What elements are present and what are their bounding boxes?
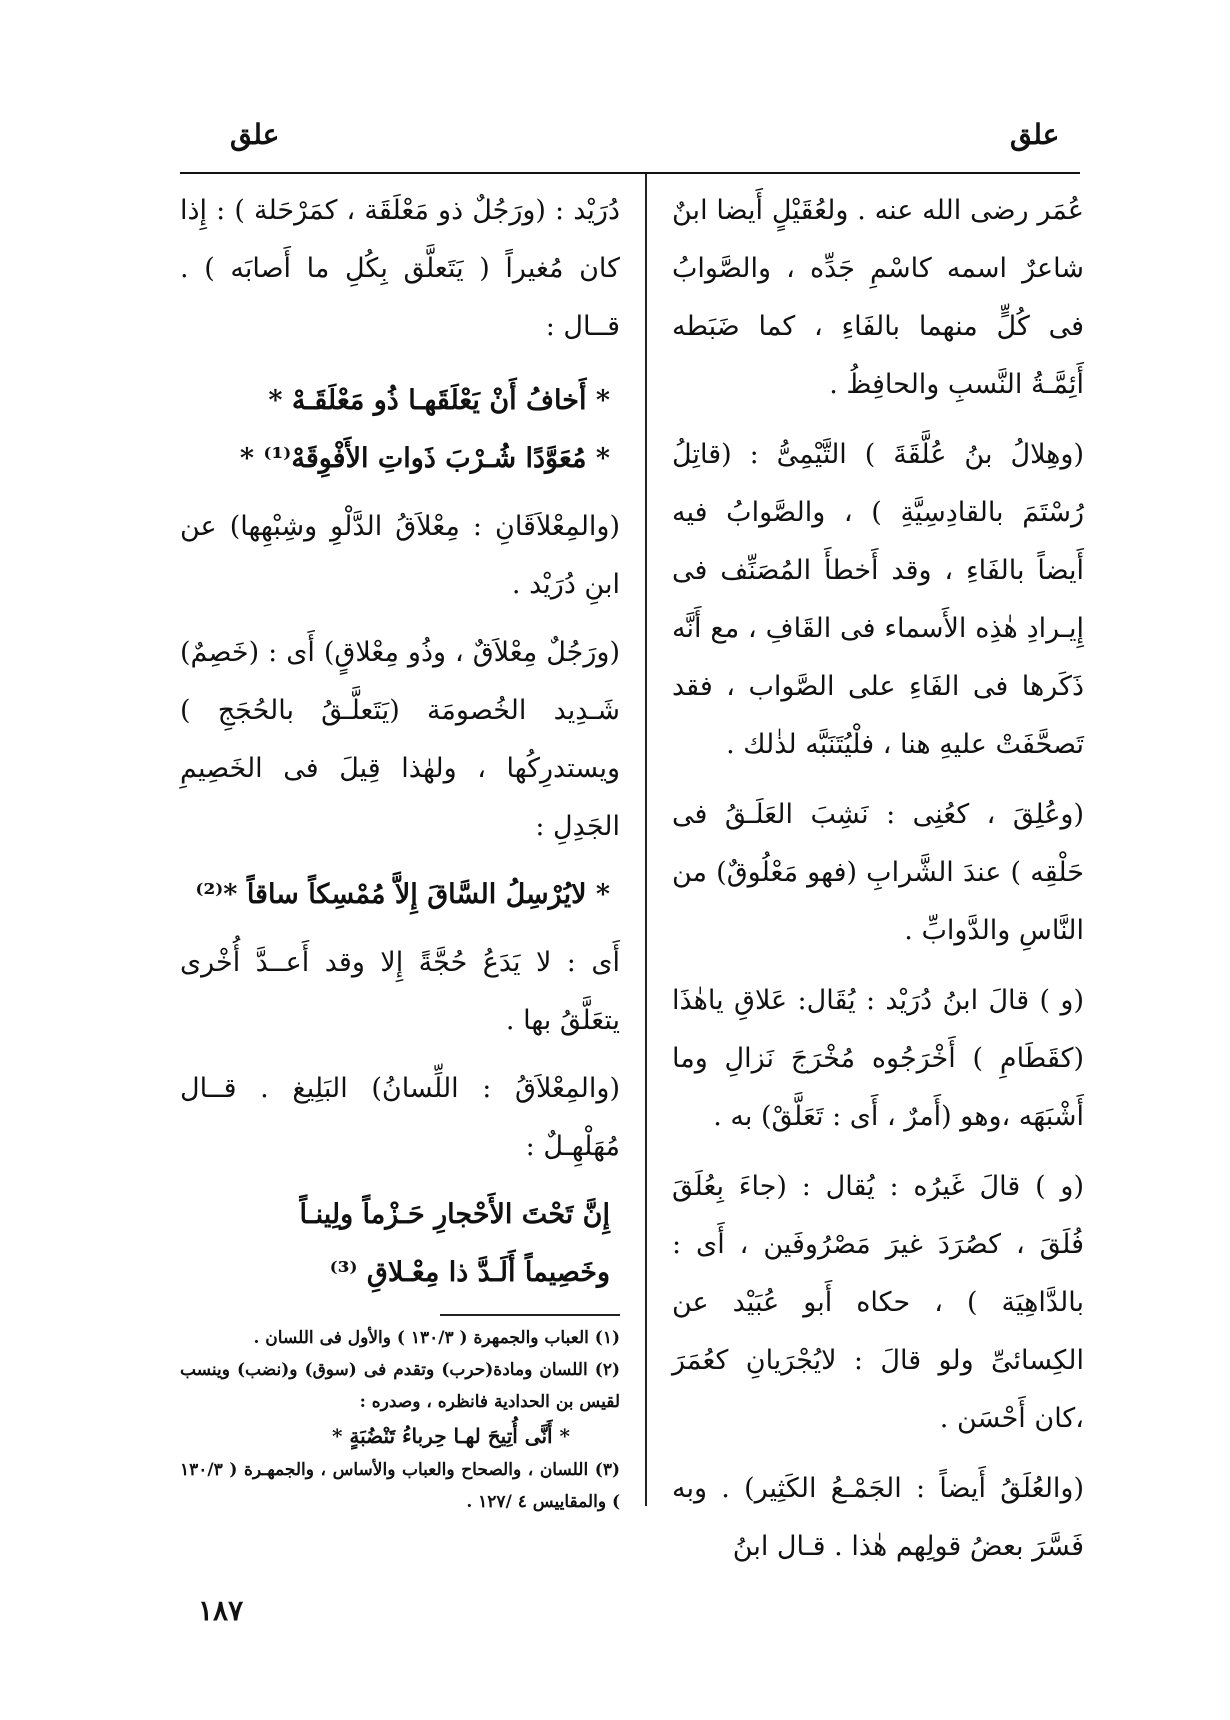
footnote-rule <box>440 1314 620 1316</box>
column-divider <box>645 174 647 1506</box>
entry-paragraph: (و ) قالَ غَيرُه : يُقال : (جاءَ بِعُلَقَ فُلَقَ ، كصُرَدَ غيرَ مَصْرُوفَين ، أَى : بالدَّاهِيَة ) ، حكاه أَبو عُبَيْد عن الكِسائىِّ ولو قالَ : لايُجْرَيانِ كعُمَرَ ،كان أَحْسَن . <box>672 1171 1084 1434</box>
footnote-verse: * أَنَّى أُتِيحَ لهـا حِرباءُ تَنْضُبَةٍ * <box>332 1423 570 1448</box>
verse-line: * مُعَوَّدًا شُـرْبَ ذَواتِ الأَفْوِقَهْ⁽¹⁾ * <box>239 443 610 474</box>
running-head-right: علق <box>1010 118 1060 151</box>
header-rule <box>180 172 1080 174</box>
verse-line: وخَصِيماً أَلَـدَّ ذا مِعْـلاقِ ⁽³⁾ <box>329 1257 610 1288</box>
footnote: (٢) اللسان ومادة(حرب) وتقدم فى (سوق) و(نضب) وينسب لقيس بن الحدادية فانظره ، وصدره : <box>180 1359 620 1412</box>
verse-line: * لايُرْسِلُ السَّاقَ إِلاَّ مُمْسِكاً ساقاً *⁽²⁾ <box>195 879 610 910</box>
entry-paragraph: (وهِلالُ بنُ عُلَّقَةَ ) التَّيْمِىُّ : (قاتِلُ رُسْتَمَ بالقادِسِيَّةِ ) ، والصَّوابُ فيه أَيضاً بالفَاءِ ، وقد أَخطأَ المُصَنِّف فى إِيـرادِ هٰذِه الأَسماء فى القَافِ ، مع أَنَّه ذَكَرها فى الفَاءِ على الصَّواب ، فقد تَصحَّفَتْ عليهِ هنا ، فلْيُتَنَبَّه لذٰلك . <box>672 439 1084 760</box>
entry-paragraph: (والعُلَقُ أَيضاً : الجَمْـعُ الكَثِير) . وبه فَسَّرَ بعضُ قولِهم هٰذا . قـال ابنُ <box>672 1473 1084 1562</box>
running-head-left: علق <box>230 118 280 151</box>
entry-paragraph: دُرَيْد : (ورَجُلٌ ذو مَعْلَقَة ، كمَرْحَلة ) : إِذا كان مُغيراً ( يَتَعلَّق بِكُلِ ما أَصابَه ) . قــال : <box>180 195 620 342</box>
verse-line: إِنَّ تَحْتَ الأَحْجارِ حَـزْماً ولِينـاً <box>299 1199 610 1230</box>
entry-paragraph: (ورَجُلٌ مِعْلاَقٌ ، وذُو مِعْلاقٍ) أَى : (خَصِمٌ) شَـدِيد الخُصومَة (يَتَعلَّـقُ بالحُجَجِ ) ويستدرِكُها ، ولهٰذا قِيلَ فى الخَصِيمِ الجَدِلِ : <box>180 637 620 842</box>
entry-paragraph: (و ) قالَ ابنُ دُرَيْد : يُقَال: عَلاقِ ياهٰذَا (كقَطَامِ ) أَخْرَجُوه مُخْرَجَ نَزالِ وما أَشْبَهَه ،وهو (أَمرٌ ، أَى : تَعَلَّقْ) به . <box>672 985 1084 1132</box>
footnote: (٣) اللسان ، والصحاح والعباب والأساس ، والجمهـرة ( ١٣٠/٣ ) والمقاييس ٤ /١٢٧ . <box>180 1459 620 1512</box>
verse-line: * أَخافُ أَنْ يَعْلَقَهـا ذُو مَعْلَقَـهْ * <box>268 385 610 416</box>
entry-paragraph: عُمَر رضى الله عنه . ولعُقَيْلٍ أَيضا ابنٌ شاعرٌ اسمه كاسْمِ جَدِّه ، والصَّوابُ فى كُلٍّ منهما بالفَاءِ ، كما ضَبَطه أَئِمَّـةُ النَّسبِ والحافِظُ . <box>672 195 1084 400</box>
footnote: (١) العباب والجمهرة ( ١٣٠/٣ ) والأول فى اللسان . <box>253 1327 620 1348</box>
entry-paragraph: أَى : لا يَدَعُ حُجَّةً إِلا وقد أَعــدَّ أُخْرى يتعَلَّقُ بها . <box>180 947 620 1036</box>
right-column <box>672 182 1084 1586</box>
entry-paragraph: (والمِعْلاَقُ : اللِّسانُ) البَلِيغ . قــال مُهَلْهِـلٌ : <box>180 1073 620 1162</box>
left-column <box>180 182 620 1518</box>
page-number: ١٨٧ <box>198 1594 244 1627</box>
entry-paragraph: (وعُلِقَ ، كعُنِى : نَشِبَ العَلَـقُ فى حَلْقِه ) عندَ الشَّرابِ (فهو مَعْلُوقٌ) من النَّاسِ والدَّوابِّ . <box>672 799 1084 946</box>
entry-paragraph: (والمِعْلاَقَانِ : مِعْلاَقُ الدَّلْوِ وشِبْهِها) عن ابنِ دُرَيْد . <box>180 511 620 600</box>
